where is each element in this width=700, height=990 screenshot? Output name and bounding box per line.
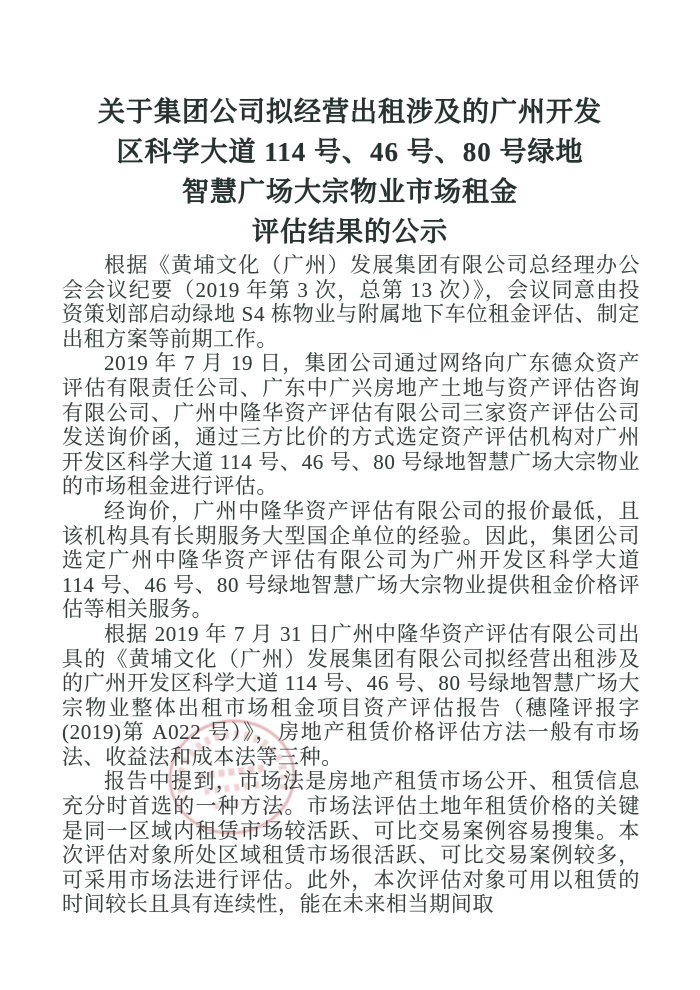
document-body [62, 253, 640, 917]
paragraph: 经询价，广州中隆华资产评估有限公司的报价最低，且该机构具有长期服务大型国企单位的经验。因此，集团公司选定广州中隆华资产评估有限公司为广州开发区科学大道 114 号、46 号、80 号绿地智慧广场大宗物业提供租金价格评估等相关服务。 [62, 498, 640, 622]
paragraph: 根据 2019 年 7 月 31 日广州中隆华资产评估有限公司出具的《黄埔文化（广州）发展集团有限公司拟经营出租涉及的广州开发区科学大道 114 号、46 号、80 号绿地智慧广场大宗物业整体出租市场租金项目资产评估报告（穗隆评报字(2019)第 A022 号）》，房地产租赁价格评估方法一般有市场法、收益法和成本法等三种。 [62, 621, 640, 769]
paragraph: 2019 年 7 月 19 日，集团公司通过网络向广东德众资产评估有限责任公司、广东中广兴房地产土地与资产评估咨询有限公司、广州中隆华资产评估有限公司三家资产评估公司发送询价函，通过三方比价的方式选定资产评估机构对广州开发区科学大道 114 号、46 号、80 号绿地智慧广场大宗物业的市场租金进行评估。 [62, 351, 640, 499]
paragraph: 根据《黄埔文化（广州）发展集团有限公司总经理办公会会议纪要（2019 年第 3 次，总第 13 次）》，会议同意由投资策划部启动绿地 S4 栋物业与附属地下车位租金评估、制定出租方案等前期工作。 [62, 253, 640, 351]
paragraph: 报告中提到，市场法是房地产租赁市场公开、租赁信息充分时首选的一种方法。市场法评估土地年租赁价格的关键是同一区域内租赁市场较活跃、可比交易案例容易搜集。本次评估对象所处区域租赁市场很活跃、可比交易案例较多，可采用市场法进行评估。此外，本次评估对象可用以租赁的时间较长且具有连续性，能在未来相当期间取 [62, 769, 640, 917]
title-line: 关于集团公司拟经营出租涉及的广州开发 [98, 97, 602, 127]
title-line: 评估结果的公示 [252, 217, 448, 247]
title-line: 区科学大道 114 号、46 号、80 号绿地 [116, 137, 584, 167]
title-line: 智慧广场大宗物业市场租金 [182, 177, 518, 207]
document-title [60, 92, 640, 252]
